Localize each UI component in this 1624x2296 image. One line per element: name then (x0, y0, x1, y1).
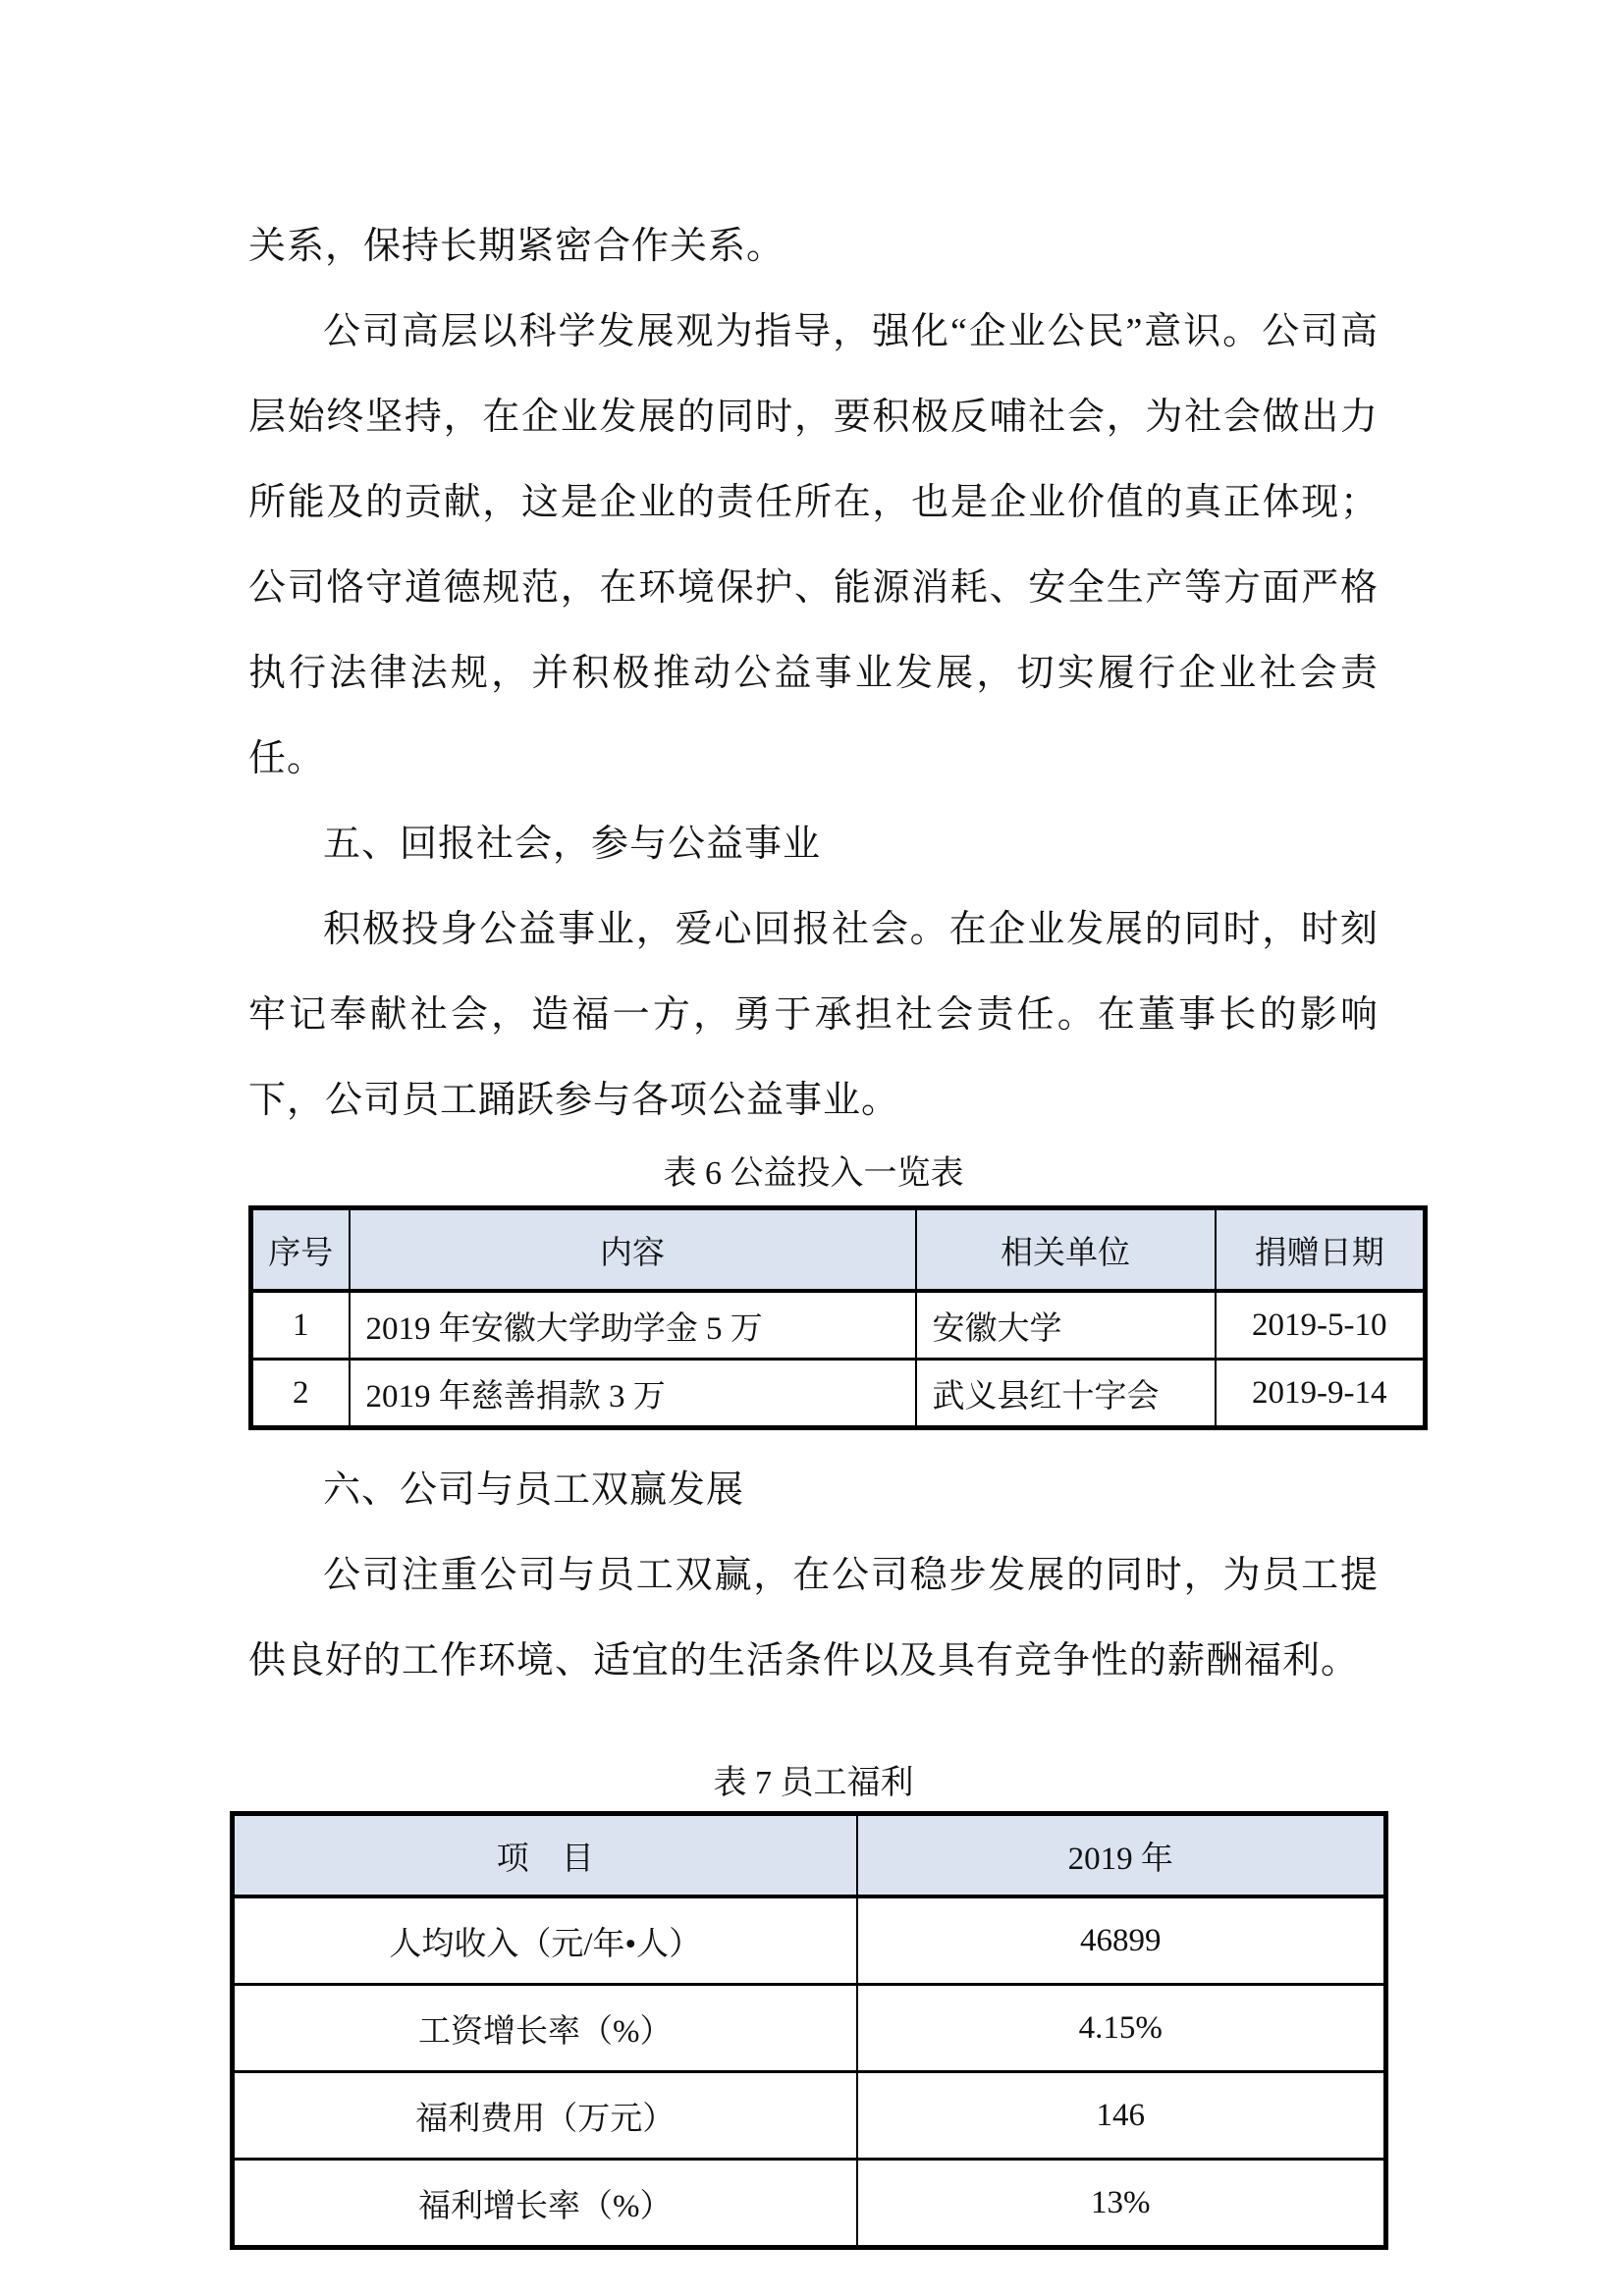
table6-cell-seq: 2 (251, 1360, 350, 1428)
table7-caption: 表 7 员工福利 (713, 1765, 914, 1801)
table6-cell-content: 2019 年安徽大学助学金 5 万 (350, 1291, 916, 1360)
paragraph-charity: 积极投身公益事业，爱心回报社会。在企业发展的同时，时刻牢记奉献社会，造福一方，勇于承担社会责任。在董事长的影响下，公司员工踊跃参与各项公益事业。 (248, 909, 1379, 1121)
table-row (233, 1985, 1386, 2072)
table6-header-seq: 序号 (251, 1208, 350, 1292)
document-content (248, 204, 1387, 2250)
table-row (233, 2160, 1386, 2248)
paragraph-csr-philosophy: 公司高层以科学发展观为指导，强化“企业公民”意识。公司高层始终坚持，在企业发展的同时，要积极反哺社会，为社会做出力所能及的贡献，这是企业的责任所在，也是企业价值的真正体现；公司恪守道德规范，在环境保护、能源消耗、安全生产等方面严格执行法律法规，并积极推动公益事业发展，切实履行企业社会责任。 (248, 311, 1379, 779)
paragraph-winwin: 公司注重公司与员工双赢，在公司稳步发展的同时，为员工提供良好的工作环境、适宜的生活条件以及具有竞争性的薪酬福利。 (248, 1555, 1379, 1682)
table6-cell-date: 2019-9-14 (1216, 1360, 1426, 1428)
table7-cell-item: 工资增长率（%） (233, 1985, 857, 2072)
paragraph-relationship: 关系，保持长期紧密合作关系。 (248, 226, 785, 267)
table6-cell-content: 2019 年慈善捐款 3 万 (350, 1360, 916, 1428)
table6-header-org: 相关单位 (916, 1208, 1216, 1292)
table6-cell-seq: 1 (251, 1291, 350, 1360)
table-charity-investments (248, 1205, 1428, 1430)
table-row (233, 2072, 1386, 2160)
table7-cell-item: 福利费用（万元） (233, 2072, 857, 2160)
table7-header-row (233, 1814, 1386, 1897)
table7-cell-value: 13% (857, 2160, 1386, 2248)
table6-caption: 表 6 公益投入一览表 (663, 1155, 964, 1192)
table6-header-content: 内容 (350, 1208, 916, 1292)
table7-cell-value: 46899 (857, 1896, 1386, 1985)
table-employee-benefits (230, 1811, 1388, 2250)
table7-cell-value: 146 (857, 2072, 1386, 2160)
table7-cell-item: 人均收入（元/年•人） (233, 1896, 857, 1985)
table-row (251, 1291, 1426, 1360)
table7-header-year: 2019 年 (857, 1814, 1386, 1897)
table-row (233, 1896, 1386, 1985)
table7-cell-value: 4.15% (857, 1985, 1386, 2072)
table-row (251, 1360, 1426, 1428)
section-heading-6: 六、公司与员工双赢发展 (323, 1469, 745, 1511)
table6-header-date: 捐赠日期 (1216, 1208, 1426, 1292)
table6-cell-org: 武义县红十字会 (916, 1360, 1216, 1428)
table6-header-row (251, 1208, 1426, 1292)
section-heading-5: 五、回报社会，参与公益事业 (323, 824, 822, 865)
table7-cell-item: 福利增长率（%） (233, 2160, 857, 2248)
table6-cell-date: 2019-5-10 (1216, 1291, 1426, 1360)
table7-header-item: 项 目 (233, 1814, 857, 1897)
table6-cell-org: 安徽大学 (916, 1291, 1216, 1360)
